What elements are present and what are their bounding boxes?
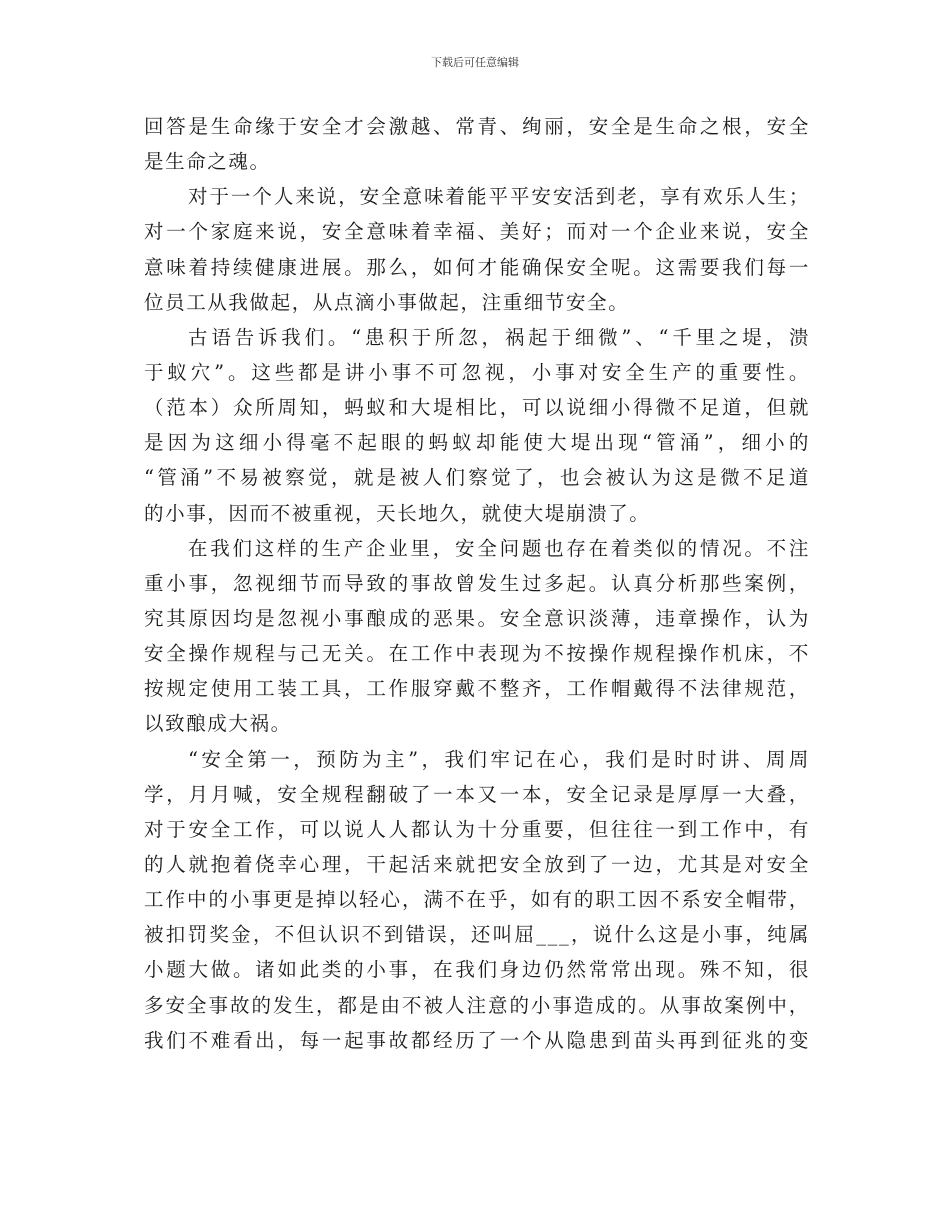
text-line: 工作中的小事更是掉以轻心，满不在乎，如有的职工因不系安全帽带， xyxy=(144,888,810,912)
paragraph xyxy=(144,531,810,742)
text-line: “管涌”不易被察觉，就是被人们察觉了，也会被认为这是微不足道 xyxy=(144,466,810,490)
paragraph xyxy=(144,179,810,320)
text-line: 小题大做。诸如此类的小事，在我们身边仍然常常出现。殊不知，很 xyxy=(144,958,810,982)
paragraph xyxy=(144,109,810,179)
text-line: 于蚁穴”。这些都是讲小事不可忽视，小事对安全生产的重要性。 xyxy=(144,360,810,384)
paragraph xyxy=(144,742,810,1058)
text-line: 对于一个人来说，安全意味着能平平安安活到老，享有欢乐人生； xyxy=(188,185,810,209)
text-line: 究其原因均是忽视小事酿成的恶果。安全意识淡薄，违章操作，认为 xyxy=(144,606,810,630)
text-line: 安全操作规程与己无关。在工作中表现为不按操作规程操作机床，不 xyxy=(144,642,810,666)
text-line: 我们不难看出，每一起事故都经历了一个从隐患到苗头再到征兆的变 xyxy=(144,1028,810,1052)
text-line: 被扣罚奖金，不但认识不到错误，还叫屈___，说什么这是小事，纯属 xyxy=(144,923,810,947)
text-line: 的人就抱着侥幸心理，干起活来就把安全放到了一边，尤其是对安全 xyxy=(144,852,810,876)
text-line: 学，月月喊，安全规程翻破了一本又一本，安全记录是厚厚一大叠， xyxy=(144,782,810,806)
text-line: “安全第一，预防为主”，我们牢记在心，我们是时时讲、周周 xyxy=(188,747,810,771)
text-line: 是因为这细小得毫不起眼的蚂蚁却能使大堤出现“管涌”，细小的 xyxy=(144,431,810,455)
text-line: （范本）众所周知，蚂蚁和大堤相比，可以说细小得微不足道，但就 xyxy=(144,396,810,420)
text-line: 在我们这样的生产企业里，安全问题也存在着类似的情况。不注 xyxy=(188,536,810,560)
text-line: 按规定使用工装工具，工作服穿戴不整齐，工作帽戴得不法律规范， xyxy=(144,677,810,701)
text-line: 是生命之魂。 xyxy=(144,150,271,174)
text-line: 重小事，忽视细节而导致的事故曾发生过多起。认真分析那些案例， xyxy=(144,571,810,595)
page-header: 下载后可任意编辑 xyxy=(431,56,519,69)
text-line: 对一个家庭来说，安全意味着幸福、美好；而对一个企业来说，安全 xyxy=(144,220,810,244)
text-line: 多安全事故的发生，都是由不被人注意的小事造成的。从事故案例中， xyxy=(144,993,810,1017)
text-line: 的小事，因而不被重视，天长地久，就使大堤崩溃了。 xyxy=(144,501,651,525)
text-line: 以致酿成大祸。 xyxy=(144,712,292,736)
paragraph xyxy=(144,320,810,531)
text-line: 意味着持续健康进展。那么，如何才能确保安全呢。这需要我们每一 xyxy=(144,255,810,279)
document-body xyxy=(144,109,810,1058)
text-line: 对于安全工作，可以说人人都认为十分重要，但往往一到工作中，有 xyxy=(144,817,810,841)
text-line: 回答是生命缘于安全才会激越、常青、绚丽，安全是生命之根，安全 xyxy=(144,115,810,138)
text-line: 古语告诉我们。“患积于所忽，祸起于细微”、“千里之堤，溃 xyxy=(188,325,810,349)
text-line: 位员工从我做起，从点滴小事做起，注重细节安全。 xyxy=(144,290,630,314)
